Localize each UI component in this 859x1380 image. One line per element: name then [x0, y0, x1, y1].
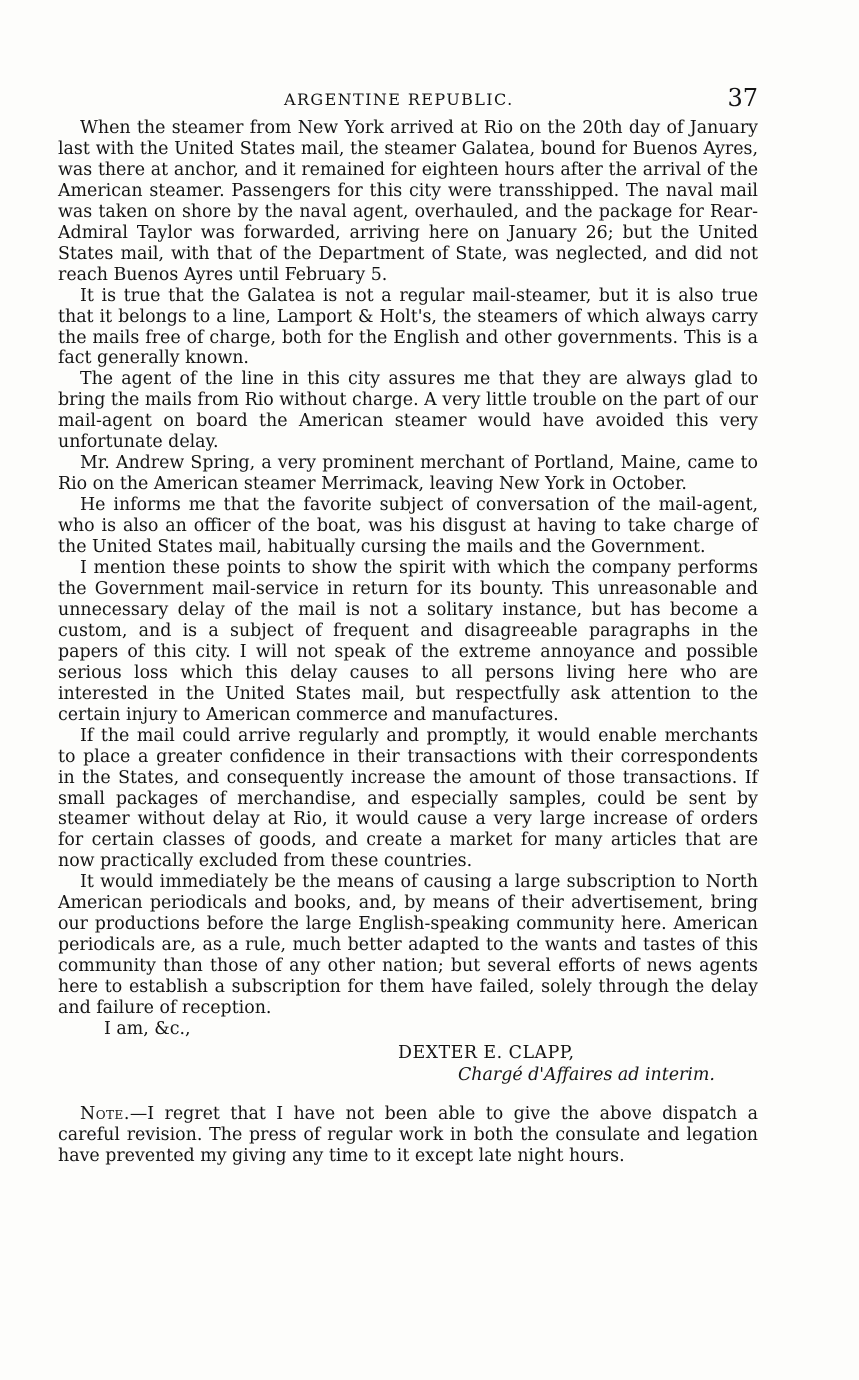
signature-name: DEXTER E. CLAPP,: [398, 1042, 575, 1063]
paragraph: I mention these points to show the spirit with which the company performs the Government mail-service in return for its bounty. This unreasonable and unnecessary delay of the mail is not a solitary instance, but has become a custom, and is a subject of frequent and disagreeable paragraphs in the papers of this city. I will not speak of the extreme annoyance and possible serious loss which this delay causes to all persons living here who are interested in the United States mail, but respectfully ask attention to the certain injury to American commerce and manufactures.: [58, 558, 758, 725]
closing-line: I am, &c.,: [104, 1018, 191, 1039]
paragraph: The agent of the line in this city assures me that they are always glad to bring the mails from Rio without charge. A very little trouble on the part of our mail-agent on board the American steamer would have avoided this very unfortunate delay.: [58, 369, 758, 453]
paragraph: It is true that the Galatea is not a regular mail-steamer, but it is also true that it belongs to a line, Lamport & Holt's, the steamers of which always carry the mails free of charge, both for the English and other governments. This is a fact generally known.: [58, 285, 758, 369]
paragraph: It would immediately be the means of causing a large subscription to North American periodicals and books, and, by means of their advertisement, bring our productions before the large English-speaking community here. American periodicals are, as a rule, much better adapted to the wants and tastes of this community than those of any other nation; but several efforts of news agents here to establish a subscription for them have failed, solely through the delay and failure of reception.: [58, 872, 758, 1019]
note: [58, 1104, 758, 1167]
note-label: Note.: [80, 1103, 130, 1124]
page-header: [58, 84, 758, 118]
signature-title: Chargé d'Affaires ad interim.: [458, 1064, 715, 1085]
paragraph: When the steamer from New York arrived at Rio on the 20th day of January last with the United States mail, the steamer Galatea, bound for Buenos Ayres, was there at anchor, and it remained for eighteen hours after the arrival of the American steamer. Passengers for this city were transshipped. The naval mail was taken on shore by the naval agent, overhauled, and the package for Rear-Admiral Taylor was forwarded, arriving here on January 26; but the United States mail, with that of the Department of State, was neglected, and did not reach Buenos Ayres until February 5.: [58, 118, 758, 285]
paragraph: Mr. Andrew Spring, a very prominent merchant of Portland, Maine, came to Rio on the American steamer Merrimack, leaving New York in October.: [58, 453, 758, 495]
document-page: [58, 84, 758, 1167]
note-text: —I regret that I have not been able to give the above dispatch a careful revision. The press of regular work in both the consulate and legation have prevented my giving any time to it except late night hours.: [58, 1103, 758, 1166]
letter-body: [58, 118, 758, 1167]
paragraph: He informs me that the favorite subject of conversation of the mail-agent, who is also an officer of the boat, was his disgust at having to take charge of the United States mail, habitually cursing the mails and the Government.: [58, 495, 758, 558]
paragraph: If the mail could arrive regularly and promptly, it would enable merchants to place a greater confidence in their transactions with their correspondents in the States, and consequently increase the amount of those transactions. If small packages of merchandise, and especially samples, could be sent by steamer without delay at Rio, it would cause a very large increase of orders for certain classes of goods, and create a market for many articles that are now practically excluded from these countries.: [58, 725, 758, 872]
running-head: ARGENTINE REPUBLIC.: [284, 90, 514, 109]
page-number: 37: [727, 84, 758, 112]
